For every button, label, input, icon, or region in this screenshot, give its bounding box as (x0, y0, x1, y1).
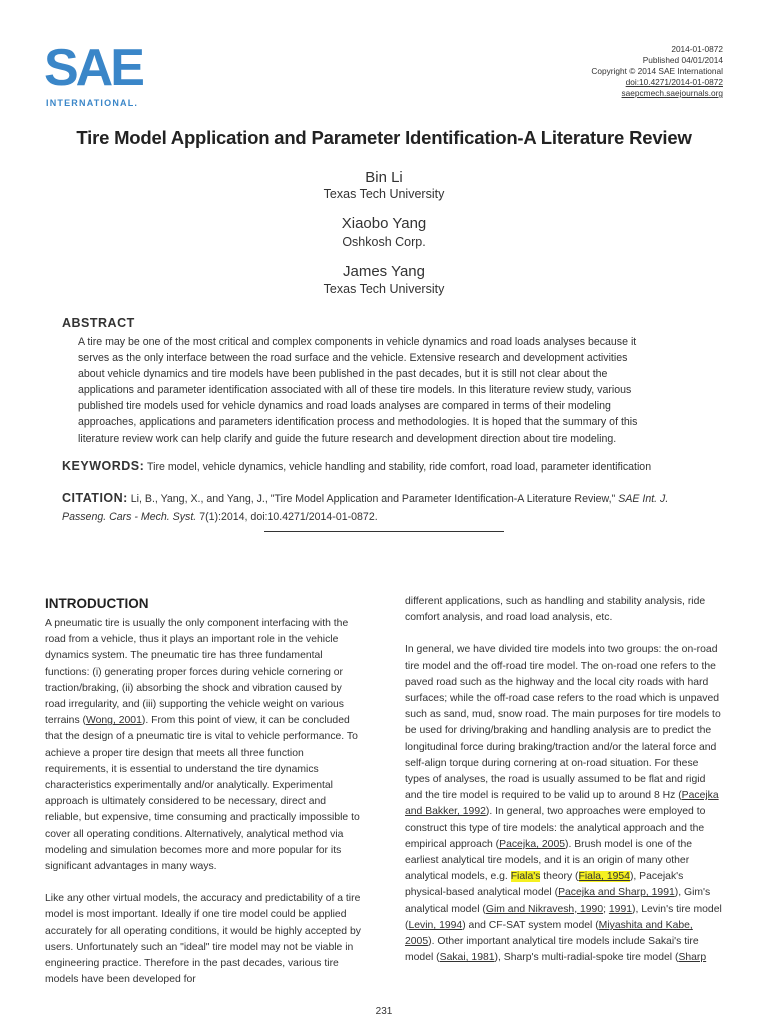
citation-text: 7(1):2014, doi:10.4271/2014-01-0872. (199, 511, 378, 523)
highlighted-text: Fiala's (510, 871, 541, 883)
citation-journal: SAE Int. J. (618, 493, 669, 505)
keywords (62, 459, 742, 473)
paper-id: 2014-01-0872 (671, 44, 723, 54)
citation-label: CITATION: (62, 491, 128, 505)
paragraph: A pneumatic tire is usually the only component interfacing with the road from a vehicle, thus it plays an important role in the vehicle dynamics system. The pneumatic tire has three fundamental functions: (i) generating proper forces during vehicle cornering or traction/braking, (ii) absorbing the shock and vibration caused by road irregularity, and (iii) supporting the vehicle weight on various terrains (Wong, 2001). From this point of view, it can be concluded that the design of a pneumatic tire is vital to vehicle performance. To achieve a proper tire design that meets all three function requirements, it is essential to understand the tire dynamics characteristics experimentally and/or analytically. Experimental approach is ultimately considered to be necessary, direct and reliable, but expensive, time consuming and practically impossible to cover all operating conditions. Alternatively, analytical method via modeling and simulation becomes more and more popular for its significant advantages in many ways. (45, 618, 360, 873)
doi-link[interactable]: doi:10.4271/2014-01-0872 (625, 77, 723, 87)
paragraph: different applications, such as handling and stability analysis, ride comfort analysis, and road load analysis, etc. (405, 596, 706, 624)
publication-meta (591, 44, 723, 99)
citation-journal: Passeng. Cars - Mech. Syst. (62, 511, 197, 523)
reference-link[interactable]: Sharp (678, 952, 707, 964)
journal-site-link[interactable]: saepcmech.saejournals.org (621, 88, 723, 98)
keywords-label: KEYWORDS: (62, 459, 145, 473)
author-affiliation: Texas Tech University (323, 187, 445, 201)
author-name: James Yang (343, 263, 425, 280)
abstract-line: applications and parameter identification associated with all of these tire models. In this literature review study, various (78, 384, 632, 397)
author-name: Xiaobo Yang (341, 215, 427, 232)
sae-logo (44, 39, 154, 112)
sae-logo-subtitle: INTERNATIONAL. (46, 98, 139, 108)
reference-link[interactable]: Miyashita and Kabe, 2005 (405, 919, 693, 948)
abstract-line: literature review work can help clarify and guide the future research and development direction about tire modeling. (78, 432, 617, 445)
reference-link[interactable]: Pacejka and Bakker, 1992 (405, 790, 719, 818)
author-name: Bin Li (365, 169, 403, 186)
citation-text: Li, B., Yang, X., and Yang, J., "Tire Model Application and Parameter Identification-A Literature Review," (130, 493, 616, 505)
paragraph: Like any other virtual models, the accuracy and predictability of a tire model is most important. Ideally if one tire model could be applied accurately for all operating conditions, it would be highly accepted by users. Unfortunately such an "ideal" tire model may not be viable in engineering practice. Therefore in the past decades, various tire models have been developed for (45, 893, 361, 986)
reference-link[interactable]: Pacejka, 2005 (499, 838, 565, 850)
abstract-line: published tire models used for vehicle dynamics and road loads analyses are compared in terms of their modeling (78, 400, 611, 413)
published-date: Published 04/01/2014 (642, 55, 723, 65)
abstract-line: approaches, applications and parameters identification process and methodologies. It is hoped that the summary of this (78, 416, 638, 429)
introduction-heading: INTRODUCTION (45, 596, 149, 611)
reference-link[interactable]: Pacejka and Sharp, 1991 (558, 887, 675, 899)
sae-logo-letters: SAE (44, 39, 142, 97)
paper-title: Tire Model Application and Parameter Identification-A Literature Review (76, 127, 692, 148)
copyright: Copyright © 2014 SAE International (591, 66, 723, 76)
author-affiliation: Oshkosh Corp. (342, 235, 426, 249)
paragraph: In general, we have divided tire models into two groups: the on-road tire model and the off-road tire model. The on-road one refers to the paved road such as the highway and the local city roads with hard surfaces; while the off-road case refers to the road which is unpaved such as sand, mud, snow road. The main purposes for tire models to be used for driving/braking and handling analysis are to predict the longitudinal force during braking/traction and/or the lateral force and self-align torque during cornering at on-road situation. For these types of analyses, the road is usually assumed to be flat and rigid and the tire model is required to be valid up to around 8 Hz (Pacejka and Bakker, 1992). In general, two approaches were employed to construct this type of tire models: the analytical approach and the empirical approach (Pacejka, 2005). Brush model is one of the earliest analytical tire models, and it is an origin of many other analytical models, e.g. Fiala's theory (Fiala, 1954), Pacejak's physical-based analytical model (Pacejka and Sharp, 1991), Gim's analytical model (Gim and Nikravesh, 1990; 1991), Levin's tire model (Levin, 1994) and CF-SAT system model (Miyashita and Kabe, 2005). Other important analytical tire models include Sakai's tire model (Sakai, 1981), Sharp's multi-radial-spoke tire model (Sharp (405, 644, 722, 964)
citation (62, 489, 722, 526)
abstract-line: about vehicle dynamics and tire models have been published in the past decades, but it is still not clear about the (78, 368, 608, 381)
section-divider (264, 531, 504, 532)
author-affiliation: Texas Tech University (323, 282, 445, 296)
keywords-text: Tire model, vehicle dynamics, vehicle handling and stability, ride comfort, road load, parameter identification (147, 461, 652, 473)
page-number: 231 (375, 1006, 393, 1017)
reference-link[interactable]: Sakai, 1981 (439, 952, 495, 964)
abstract-body (78, 334, 698, 447)
right-column (405, 594, 723, 982)
abstract-heading: ABSTRACT (62, 316, 135, 330)
reference-link[interactable]: Gim and Nikravesh, 1990 (485, 903, 604, 915)
abstract-line: serves as the only interface between the road surface and the vehicle. Extensive research and development activities (78, 352, 628, 365)
abstract-line: A tire may be one of the most critical and complex components in vehicle dynamics and road loads analyses because it (78, 336, 637, 348)
reference-link[interactable]: Wong, 2001 (86, 715, 142, 727)
reference-link[interactable]: Levin, 1994 (408, 919, 463, 931)
left-column (45, 616, 363, 1004)
reference-link[interactable]: 1991 (608, 903, 633, 915)
reference-link[interactable]: Fiala, 1954 (578, 871, 630, 883)
